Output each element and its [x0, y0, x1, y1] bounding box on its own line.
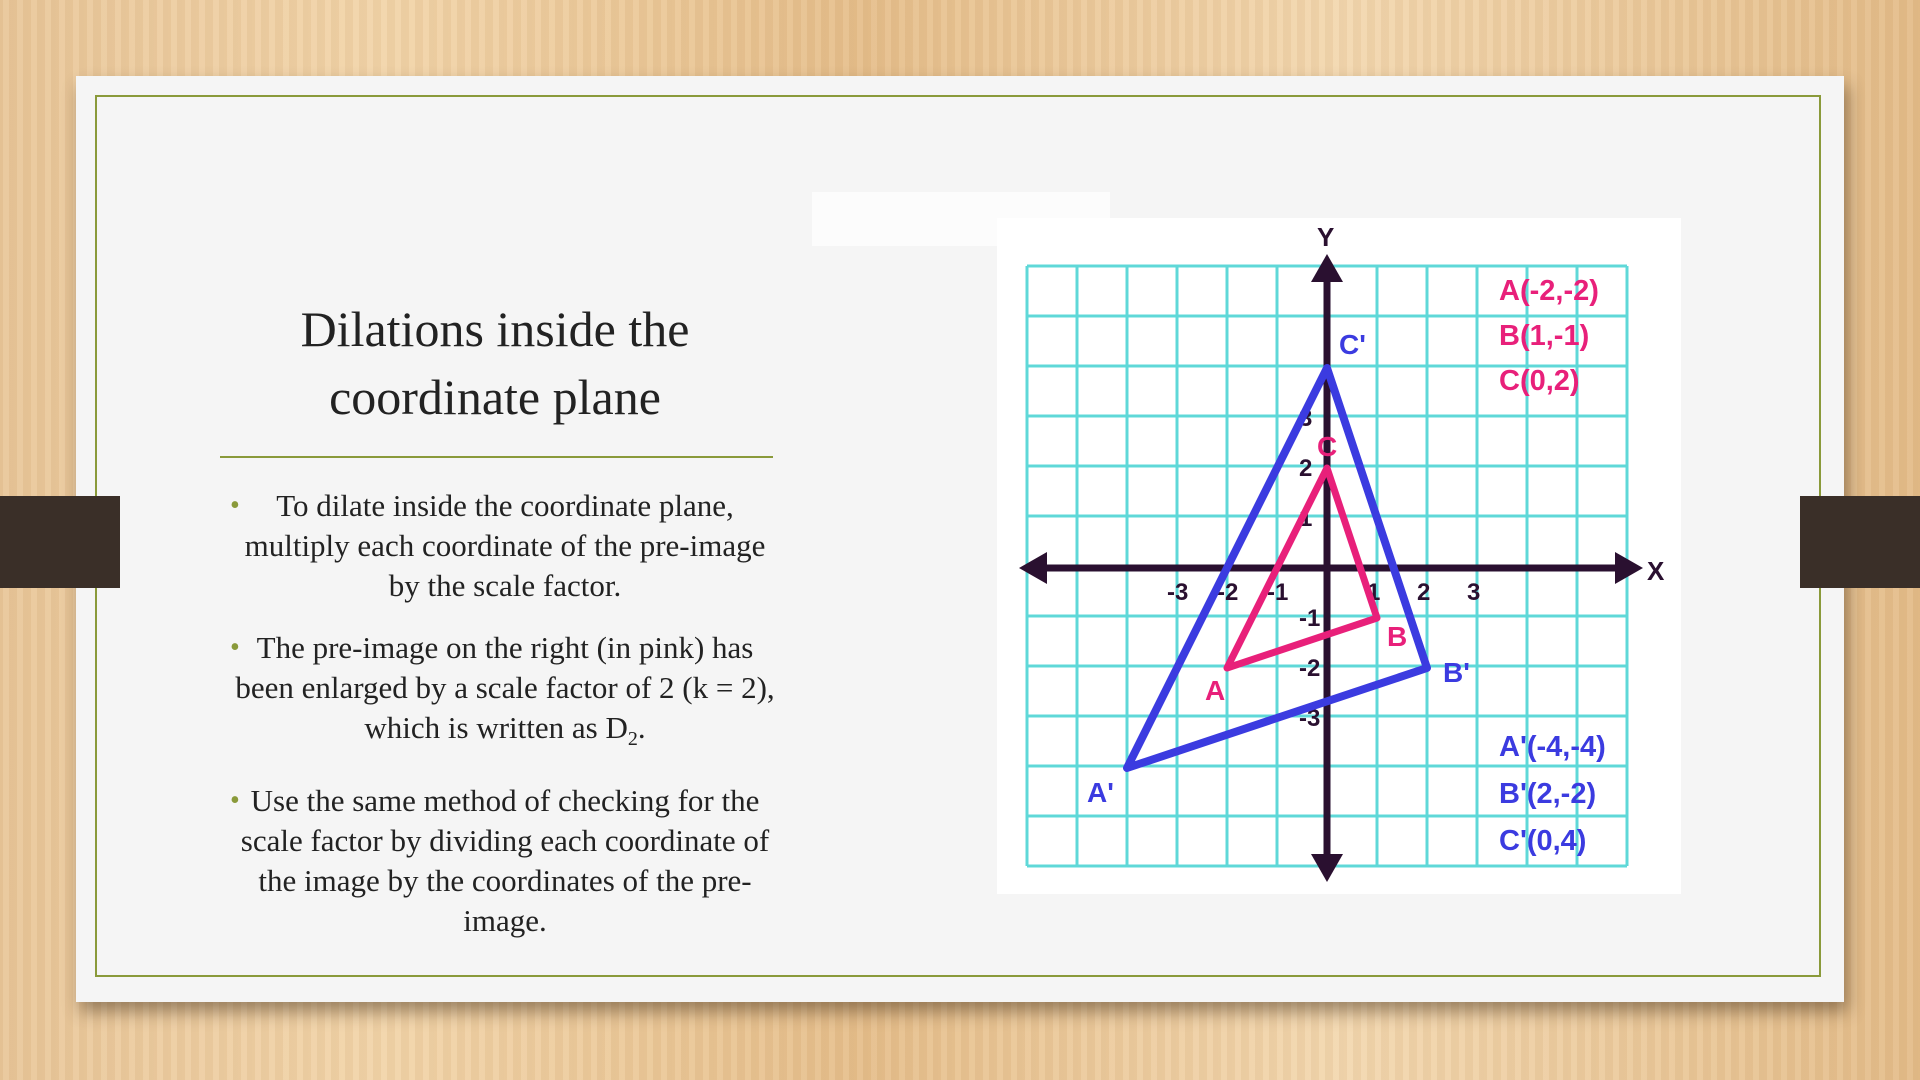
image-coordinate-label: C'(0,4): [1499, 825, 1587, 857]
bullet-dot-icon: •: [230, 785, 240, 817]
y-axis-label: Y: [1317, 222, 1335, 252]
y-axis-top-arrow: [1311, 254, 1343, 282]
bullet-list: [220, 486, 790, 963]
y-tick-label: -3: [1299, 705, 1321, 732]
y-tick-label: 3: [1299, 405, 1313, 432]
vertex-label: A': [1087, 777, 1114, 808]
bullet-item-1: [220, 486, 790, 606]
bullet-text-1: To dilate inside the coordinate plane, multiply each coordinate of the pre-image by the scale factor.: [244, 488, 766, 603]
x-tick-label: 2: [1417, 579, 1431, 606]
bullet-subscript: 2: [627, 728, 638, 751]
x-tick-label: 3: [1467, 579, 1481, 606]
y-tick-label: 2: [1299, 455, 1313, 482]
x-axis-label: X: [1647, 556, 1665, 586]
bullet-text-2: The pre-image on the right (in pink) has been enlarged by a scale factor of 2 (k = 2), which is written as D: [235, 630, 775, 745]
preimage-coordinate-label: C(0,2): [1499, 365, 1580, 397]
vertex-label: B': [1443, 657, 1470, 688]
x-tick-label: -2: [1217, 579, 1239, 606]
bullet-item-2: [220, 628, 790, 759]
image-coordinate-label: A'(-4,-4): [1499, 731, 1606, 763]
vertex-label: A: [1205, 675, 1226, 706]
vertex-label: C: [1317, 431, 1338, 462]
bullet-text-3: Use the same method of checking for the scale factor by dividing each coordinate of the image by the coordinates of the pre-image.: [240, 783, 770, 939]
slide-title: Dilations inside the coordinate plane: [300, 301, 690, 425]
y-axis-bottom-arrow: [1311, 854, 1343, 882]
preimage-coordinate-label: B(1,-1): [1499, 320, 1590, 352]
y-tick-label: -2: [1299, 655, 1321, 682]
bullet-item-3: [220, 781, 790, 941]
bullet-dot-icon: •: [230, 490, 240, 521]
right-binder-tab: [1800, 496, 1920, 588]
title-divider: [220, 456, 773, 458]
left-binder-tab: [0, 496, 120, 588]
coordinate-plane-svg: [997, 218, 1681, 894]
y-tick-label: -1: [1299, 605, 1321, 632]
bullet-tail: .: [637, 710, 646, 745]
y-tick-label: 1: [1299, 505, 1313, 532]
x-axis-left-arrow: [1019, 552, 1047, 584]
coordinate-plane-figure: [997, 218, 1681, 894]
x-axis-right-arrow: [1615, 552, 1643, 584]
x-tick-label: -1: [1267, 579, 1289, 606]
vertex-label: C': [1339, 329, 1366, 360]
x-tick-label: 1: [1367, 579, 1381, 606]
bullet-dot-icon: •: [230, 632, 240, 663]
image-coordinate-label: B'(2,-2): [1499, 778, 1597, 810]
vertex-label: B: [1387, 621, 1408, 652]
preimage-coordinate-label: A(-2,-2): [1499, 275, 1599, 307]
x-tick-label: -3: [1167, 579, 1189, 606]
